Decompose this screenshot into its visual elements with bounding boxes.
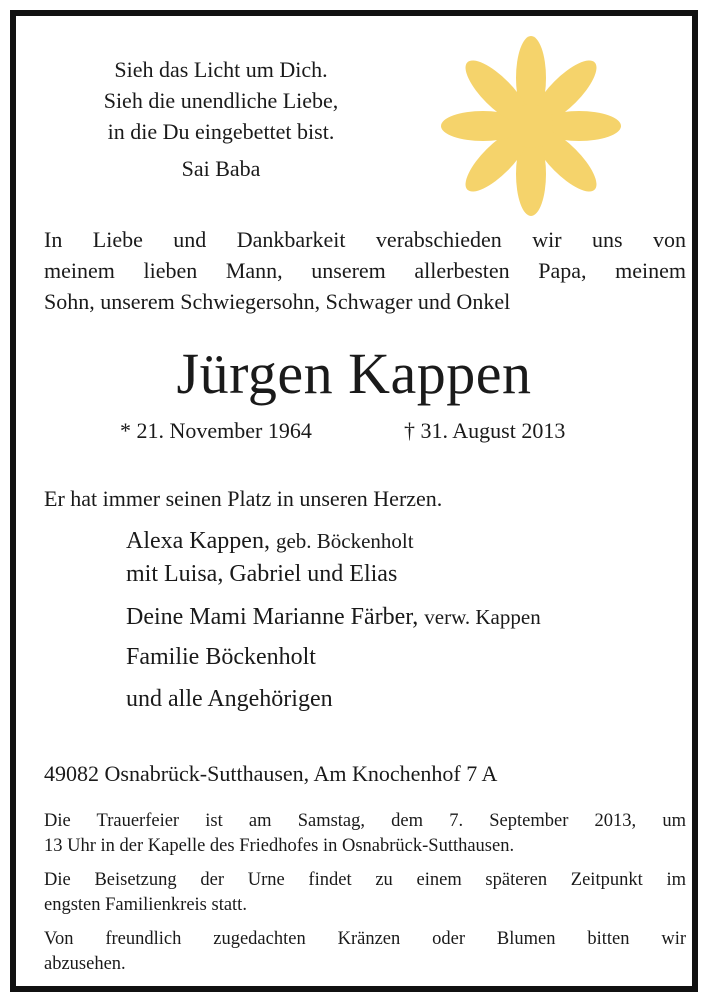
family-boeckenholt: Familie Böckenholt xyxy=(126,644,316,670)
death-date: † 31. August 2013 xyxy=(404,418,566,443)
memorial-line: Er hat immer seinen Platz in unseren Herzen. xyxy=(44,486,443,511)
family-others: und alle Angehörigen xyxy=(126,686,333,712)
family-mami xyxy=(126,602,541,632)
intro-line: meinem lieben Mann, unserem allerbesten Papa, meinem xyxy=(44,258,686,283)
family-mami-name: Deine Mami Marianne Färber, xyxy=(126,604,419,630)
quote-line: Sieh das Licht um Dich. xyxy=(114,57,328,82)
funeral-paragraph xyxy=(44,809,686,859)
family-alexa xyxy=(126,526,414,556)
address: 49082 Osnabrück-Sutthausen, Am Knochenhof 7 A xyxy=(44,761,498,786)
urn-line: engsten Familienkreis statt. xyxy=(44,895,247,915)
quote-line: in die Du eingebettet bist. xyxy=(107,119,335,144)
intro-line: In Liebe und Dankbarkeit verabschieden wir uns von xyxy=(44,227,686,252)
obituary-card xyxy=(10,10,698,992)
intro-paragraph xyxy=(44,224,686,317)
funeral-line: 13 Uhr in der Kapelle des Friedhofes in Osnabrück-Sutthausen. xyxy=(44,836,515,856)
family-alexa-name: Alexa Kappen, xyxy=(126,528,270,554)
birth-date: * 21. November 1964 xyxy=(120,418,312,443)
flowers-line: Von freundlich zugedachten Kränzen oder Blumen bitten wir xyxy=(44,929,686,949)
urn-line: Die Beisetzung der Urne findet zu einem späteren Zeitpunkt im xyxy=(44,870,686,890)
yellow-flower-icon xyxy=(436,34,626,224)
family-mami-note: verw. Kappen xyxy=(424,605,541,629)
quote-line: Sieh die unendliche Liebe, xyxy=(103,88,339,113)
deceased-name: Jürgen Kappen xyxy=(176,341,532,406)
flowers-paragraph xyxy=(44,927,686,977)
quote-block xyxy=(56,54,386,184)
flowers-line: abzusehen. xyxy=(44,954,126,974)
intro-line: Sohn, unserem Schwiegersohn, Schwager und Onkel xyxy=(44,289,511,314)
funeral-line: Die Trauerfeier ist am Samstag, dem 7. September 2013, um xyxy=(44,811,686,831)
quote-author: Sai Baba xyxy=(181,156,261,181)
urn-paragraph xyxy=(44,868,686,918)
family-alexa-note: geb. Böckenholt xyxy=(275,529,414,553)
family-children: mit Luisa, Gabriel und Elias xyxy=(126,561,398,587)
